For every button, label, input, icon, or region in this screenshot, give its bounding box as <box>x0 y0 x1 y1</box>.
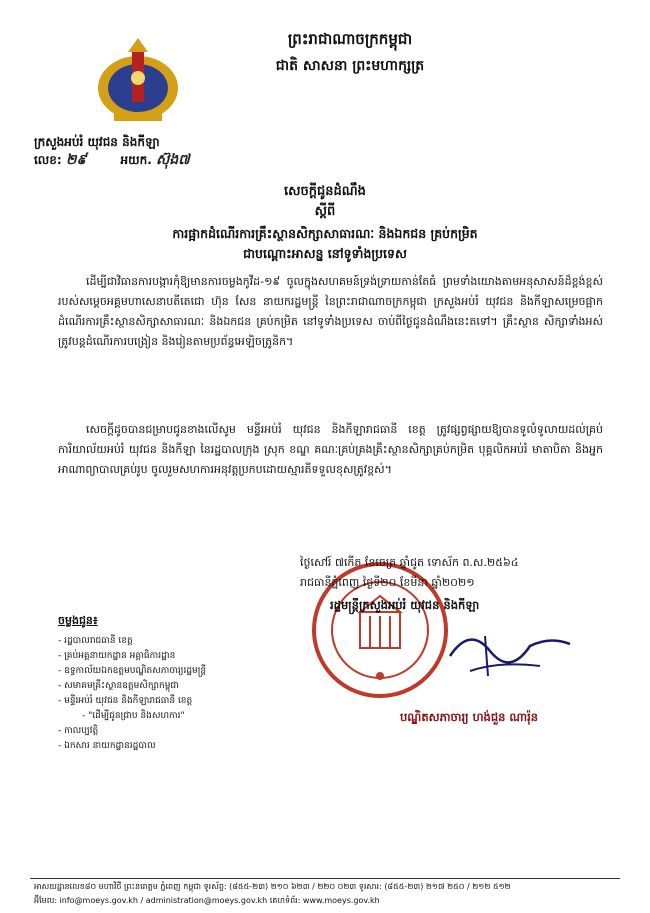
cc-list <box>58 634 206 754</box>
handwritten-signature <box>440 616 580 686</box>
cc-item: - កាលប្បវត្តិ <box>58 724 206 739</box>
cc-item: - ឯកសារ នាយកដ្ឋានរដ្ឋបាល <box>58 739 206 754</box>
cc-item: - "ដើម្បីជូនជ្រាប និងសហការ" <box>58 709 206 724</box>
lunar-date: ថ្ងៃសៅរ៍ ៧កើត ខែចេត្រ ឆ្នាំជូត ទោស័ក ព.ស.២៥៦៤ <box>300 556 519 569</box>
number-value: ២៩ <box>65 152 87 168</box>
document-type: សេចក្ដីជូនដំណឹង <box>284 184 366 199</box>
footer-contact: អ៊ីមែល: info@moeys.gov.kh / administration@moeys.gov.kh គេហទំព័រ: www.moeys.gov.kh <box>34 896 380 905</box>
kingdom-title: ព្រះរាជាណាចក្រកម្ពុជា <box>287 30 413 48</box>
office-hand-code: ស៊ុង៧ <box>155 152 190 168</box>
office-code: អយក. <box>120 153 152 167</box>
footer-address: អាសយដ្ឋានលេខ៨០ មហាវិថី ព្រះនរោត្តម ភ្នំពេញ កម្ពុជា ទូរស័ព្ទ: (៨៥៥-២៣) ២១០ ៦២៣ / ២២០ ០២៣ ទូរសារ: (៨៥៥-២៣) ២១៧ ២៥០ / ២១២ ៥១២ <box>34 882 511 891</box>
document-about: ស្ដីពី <box>314 204 336 219</box>
national-motto: ជាតិ សាសនា ព្រះមហាក្សត្រ <box>275 58 425 74</box>
cc-item: - មន្ទីរអប់រំ យុវជន និងកីឡារាជធានី ខេត្ត <box>58 694 206 709</box>
solar-date: រាជធានីភ្នំពេញ ថ្ងៃទី២០ ខែមីនា ឆ្នាំ២០២១ <box>300 576 475 589</box>
cc-title: ចម្លងជូន៖ <box>58 614 98 627</box>
cc-item: - គ្រប់អគ្គនាយកដ្ឋាន អគ្គាធិការដ្ឋាន <box>58 649 206 664</box>
subject-line-1: ការផ្អាកដំណើរការគ្រឹះស្ថានសិក្សាសាធារណៈ និងឯកជន គ្រប់កម្រិត <box>172 226 478 241</box>
ministry-emblem-logo <box>92 38 184 124</box>
reference-number <box>34 150 190 171</box>
body-paragraph-2: សេចក្ដីដូចបានជម្រាបជូនខាងលើសូម មន្ទីរអប់រំ យុវជន និងកីឡារាជធានី ខេត្ត ត្រូវផ្សព្វផ្សាយឱ្យបានទូលំទូលាយដល់គ្រប់ការិយាល័យអប់រំ យុវជន និងកីឡា នៃរដ្ឋបាលក្រុង ស្រុក ខណ្ឌ គណៈគ្រប់គ្រងគ្រឹះស្ថានសិក្សាគ្រប់កម្រិត បុគ្គលិកអប់រំ មាតាបិតា និងអ្នកអាណាព្យាបាលគ្រប់រូប ចូលរួមសហការអនុវត្តប្រកបដោយស្មារតីទទួលខុសត្រូវខ្ពស់។ <box>58 423 603 476</box>
subject-line-2: ជាបណ្ដោះអាសន្ន នៅទូទាំងប្រទេស <box>243 246 407 261</box>
cc-item: - សមាគមគ្រឹះស្ថានឧត្តមសិក្សាកម្ពុជា <box>58 679 206 694</box>
body-paragraph-1: ដើម្បីជាវិធានការបង្ការកុំឱ្យមានការចម្លងកូវីដ-១៩ ចូលក្នុងសហគមន៍ទ្រង់ទ្រាយកាន់តែធំ ព្រមទាំងយោងតាមអនុសាសន៍ដ៏ខ្ពង់ខ្ពស់របស់សម្ដេចអគ្គមហាសេនាបតីតេជោ ហ៊ុន សែន នាយករដ្ឋមន្ត្រី នៃព្រះរាជាណាចក្រកម្ពុជា ក្រសួងអប់រំ យុវជន និងកីឡាសម្រេចផ្អាកដំណើរការគ្រឹះស្ថានសិក្សាសាធារណៈ និងឯកជន គ្រប់កម្រិត នៅទូទាំងប្រទេស ចាប់ពីថ្ងៃជូនដំណឹងនេះតទៅ។ គ្រឹះស្ថាន សិក្សាទាំងអស់ត្រូវបន្តដំណើរការបង្រៀន និងរៀនតាមប្រព័ន្ធអេឡិចត្រូនិក។ <box>58 275 603 348</box>
minister-role: រដ្ឋមន្ត្រីក្រសួងអប់រំ យុវជន និងកីឡា <box>330 598 480 612</box>
cc-item: - រដ្ឋបាលរាជធានី ខេត្ត <box>58 634 206 649</box>
ministry-name: ក្រសួងអប់រំ យុវជន និងកីឡា <box>34 135 160 149</box>
signer-name: បណ្ឌិតសភាចារ្យ ហង់ជួន ណារ៉ុន <box>400 710 539 724</box>
cc-item: - ឧទ្ធកាល័យឯកឧត្តមបណ្ឌិតសភាចារ្យរដ្ឋមន្ត្រី <box>58 664 206 679</box>
number-label: លេខ: <box>34 153 62 167</box>
footer-divider <box>30 878 620 879</box>
